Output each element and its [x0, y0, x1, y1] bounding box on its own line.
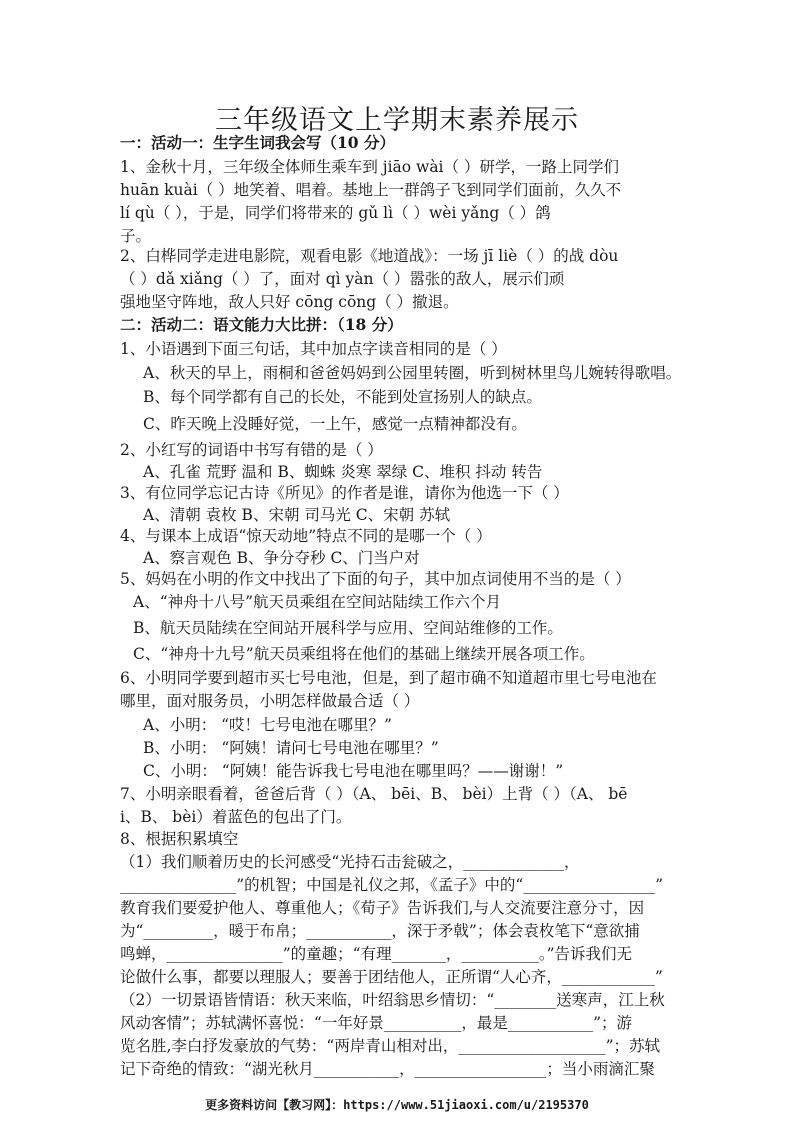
option-c: C、昨天晚上没睡好觉，一上午，感觉一点精神都没有。	[143, 415, 527, 433]
option-c: C、小明： “阿姨！能告诉我七号电池在哪里吗？——谢谢！”	[143, 762, 564, 780]
section-heading-1: 一：活动一：生字生词我会写（10 分）	[120, 133, 395, 152]
text-line: 2、白桦同学走进电影院，观看电影《地道战》：一场 jī liè（ ）的战 dòu	[120, 247, 619, 265]
option-a: A、秋天的早上，雨桐和爸爸妈妈到公园里转圈，听到树林里鸟儿婉转得歌唱。	[143, 364, 682, 382]
fill-line: 教育我们要爱护他人、尊重他人；《荀子》告诉我们,与人交流要注意分寸，因	[120, 899, 645, 917]
option-a: A、“神舟十八号”航天员乘组在空间站陆续工作六个月	[133, 593, 502, 611]
fill-line: 论做什么事，都要以理服人；要善于团结他人，正所谓“人心齐，____________”	[120, 968, 663, 986]
option-a: A、小明： “哎！七号电池在哪里？”	[143, 716, 392, 734]
question-2: 2、小红写的词语中书写有错的是（ ）	[120, 441, 383, 459]
options: A、察言观色 B、争分夺秒 C、门当户对	[143, 549, 420, 567]
question-3: 3、有位同学忘记古诗《所见》的作者是谁，请你为他选一下（ ）	[120, 484, 569, 502]
text-line: huān kuài（ ）地笑着、唱着。基地上一群鸽子飞到同学们面前，久久不	[120, 181, 622, 199]
text-line: lí qù（ ），于是，同学们将带来的 gǔ lì（ ）wèi yǎng（ ）鸽	[120, 204, 551, 222]
fill-line: _______________”的机智；中国是礼仪之邦，《孟子》中的“_________________”	[120, 876, 664, 894]
question-8: 8、根据积累填空	[120, 830, 239, 848]
footer-link-text: 更多资料访问【教习网】：https://www.51jiaoxi.com/u/2195370	[205, 1098, 589, 1112]
question-6: 6、小明同学要到超市买七号电池，但是，到了超市确不知道超市里七号电池在	[120, 669, 657, 687]
text-line: 哪里，面对服务员，小明怎样做最合适（ ）	[120, 692, 420, 710]
section-heading-2: 二：活动二：语文能力大比拼：（18 分）	[120, 315, 403, 334]
fill-line: 鸣蝉，_______________”的童趣；“有理_______，__________。”告诉我们无	[120, 945, 633, 963]
question-1: 1、小语遇到下面三句话，其中加点字读音相同的是（ ）	[120, 340, 507, 358]
options: A、清朝 袁枚 B、宋朝 司马光 C、宋朝 苏轼	[143, 506, 451, 524]
options: A、孔雀 荒野 温和 B、蜘蛛 炎寒 翠绿 C、堆积 抖动 转告	[143, 463, 543, 481]
option-b: B、小明： “阿姨！请问七号电池在哪里？”	[143, 739, 439, 757]
page-title: 三年级语文上学期末素养展示	[215, 105, 579, 136]
question-4: 4、与课本上成语“惊天动地”特点不同的是哪一个（ ）	[120, 527, 492, 545]
fill-line: 为“_________，暖于布帛；___________，深于矛戟”；体会袁枚笔下“意欲捕	[120, 922, 640, 940]
option-c: C、“神舟十九号”航天员乘组将在他们的基础上继续开展各项工作。	[133, 645, 595, 663]
fill-line: （2）一切景语皆情语：秋天来临，叶绍翁思乡情切：“________送寒声，江上秋	[120, 991, 665, 1009]
option-b: B、航天员陆续在空间站开展科学与应用、空间站维修的工作。	[133, 619, 563, 637]
fill-line: 览名胜,李白抒发豪放的气势：“两岸青山相对出，___________________”；苏轼	[120, 1037, 661, 1055]
text-line: 1、金秋十月，三年级全体师生乘车到 jiāo wài（ ）研学，一路上同学们	[120, 158, 619, 176]
fill-line: 风动客情”；苏轼满怀喜悦：“一年好景__________，最是___________”；游	[120, 1014, 633, 1032]
text-line: （ ）dǎ xiǎng（ ）了，面对 qì yàn（ ）嚣张的敌人，展示们顽	[120, 270, 565, 288]
text-line: i、B、 bèi）着蓝色的包出了门。	[120, 808, 352, 826]
question-5: 5、妈妈在小明的作文中找出了下面的句子，其中加点词使用不当的是（ ）	[120, 570, 631, 588]
fill-line: （1）我们顺着历史的长河感受“光持石击瓮破之，_____________，	[120, 853, 580, 871]
text-line: 强地坚守阵地，敌人只好 cōng cōng（ ）撤退。	[120, 293, 459, 311]
fill-line: 记下奇绝的情致：“湖光秋月___________，_________________；当小雨滴汇聚	[120, 1060, 655, 1078]
question-7: 7、小明亲眼看着，爸爸后背（ ）（A、 bēi、B、 bèi）上背（ ）（A、 bē	[120, 785, 628, 803]
text-line: 子。	[120, 227, 152, 245]
option-b: B、每个同学都有自己的长处，不能到处宣扬别人的缺点。	[143, 388, 542, 406]
